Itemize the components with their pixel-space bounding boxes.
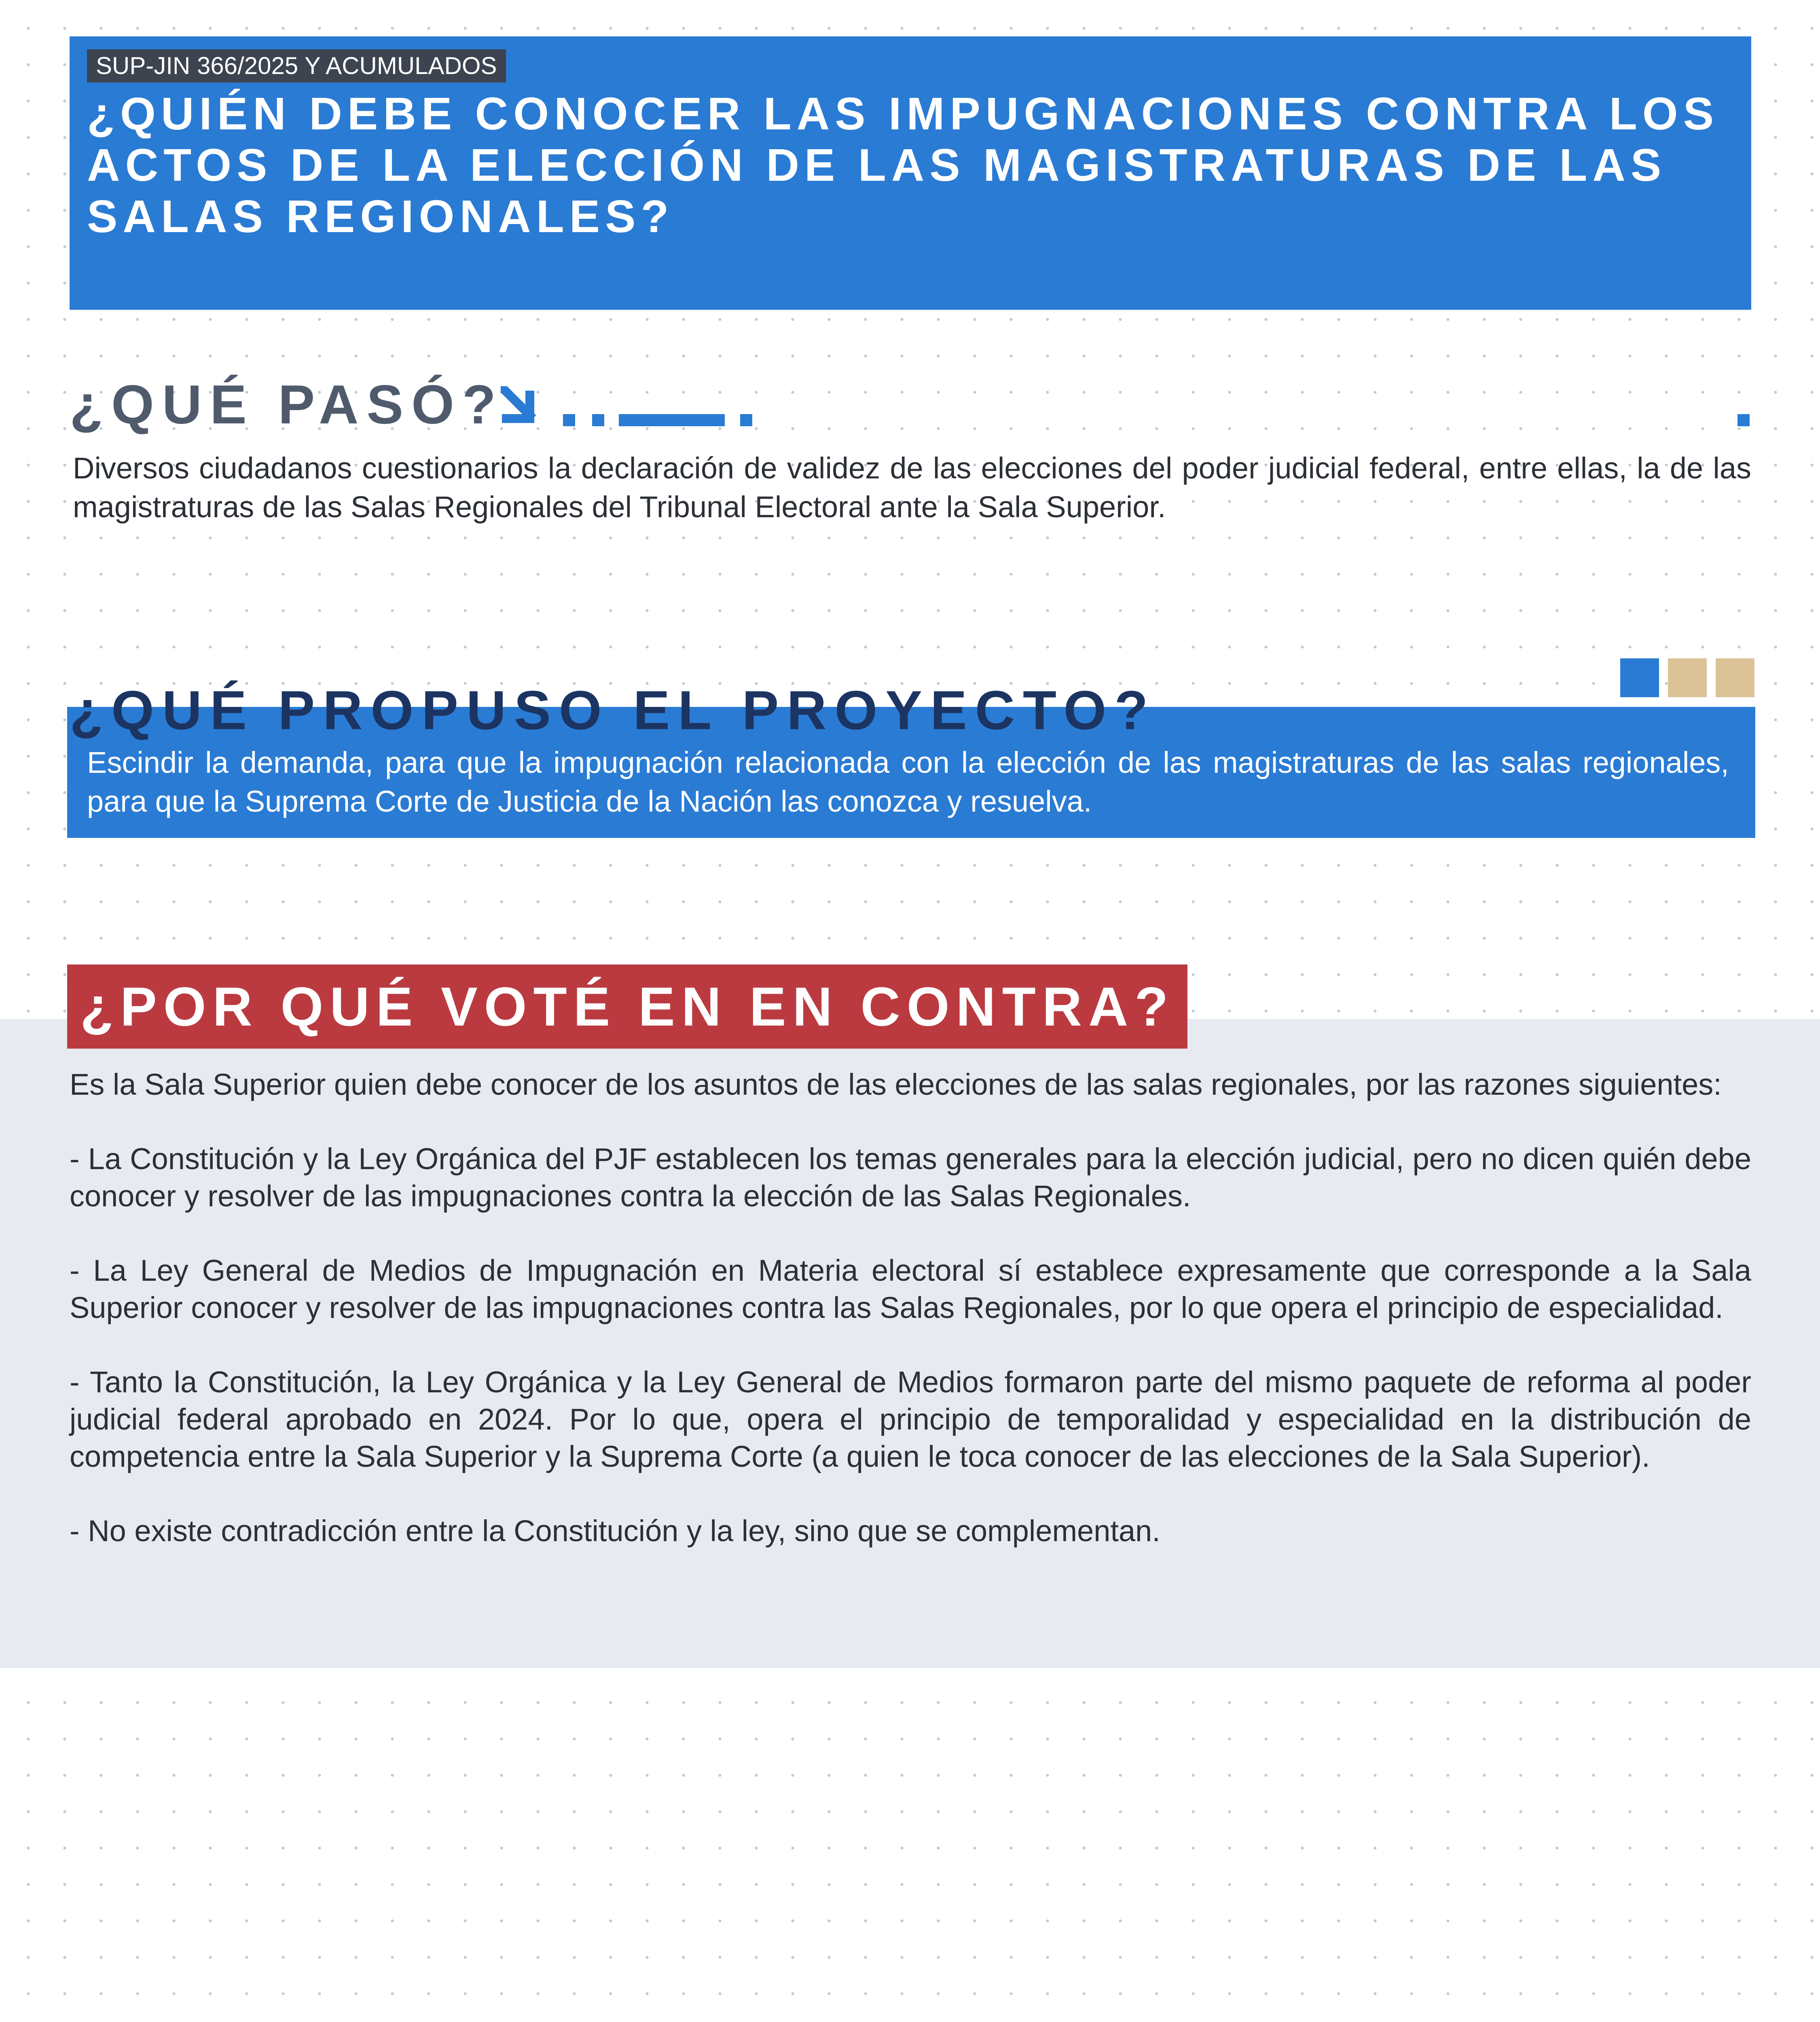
reasons-list [70,1066,1751,1587]
decor-dot [1737,414,1750,426]
reason-paragraph: - La Constitución y la Ley Orgánica del PJF establecen los temas generales para la elección judicial, pero no dicen quién debe conocer y resolver de las impugnaciones contra la elección de las Salas Regionales. [70,1142,1751,1213]
reason-paragraph: - No existe contradicción entre la Constitución y la ley, sino que se complementan. [70,1514,1160,1548]
decor-square-blue [1620,658,1659,697]
decor-square-tan [1668,658,1707,697]
case-number-tag: SUP-JIN 366/2025 Y ACUMULADOS [87,49,506,82]
decor-bar [619,414,725,426]
decor-dot [592,414,604,426]
que-paso-body: Diversos ciudadanos cuestionarios la declaración de validez de las elecciones del poder judicial federal, entre ellas, la de las magistraturas de las Salas Regionales del Tribunal Electoral ante la Sala Superior. [73,451,1751,524]
arrow-down-right-icon [501,386,541,427]
por-que-heading: ¿POR QUÉ VOTÉ EN EN CONTRA? [67,964,1187,1049]
reason-paragraph: Es la Sala Superior quien debe conocer de los asuntos de las elecciones de las salas regionales, por las razones siguientes: [70,1068,1722,1101]
decor-square-tan [1716,658,1754,697]
page-title: ¿QUIÉN DEBE CONOCER LAS IMPUGNACIONES CONTRA LOS ACTOS DE LA ELECCIÓN DE LAS MAGISTRATURAS DE LAS SALAS REGIONALES? [87,88,1719,242]
decor-dot [563,414,575,426]
reason-paragraph: - La Ley General de Medios de Impugnación en Materia electoral sí establece expresamente que corresponde a la Sala Superior conocer y resolver de las impugnaciones contra las Salas Regionales, por lo que opera el principio de especialidad. [70,1254,1751,1324]
decor-dot [740,414,752,426]
que-propuso-body: Escindir la demanda, para que la impugnación relacionada con la elección de las magistraturas de las salas regionales, para que la Suprema Corte de Justicia de la Nación las conozca y resuelva. [87,746,1729,818]
reason-paragraph: - Tanto la Constitución, la Ley Orgánica y la Ley General de Medios formaron parte del mismo paquete de reforma al poder judicial federal aprobado en 2024. Por lo que, opera el principio de temporalidad y especialidad en la distribución de competencia entre la Sala Superior y la Suprema Corte (a quien le toca conocer de las elecciones de la Sala Superior). [70,1365,1751,1473]
que-paso-heading: ¿QUÉ PASÓ? [70,374,504,435]
que-propuso-heading: ¿QUÉ PROPUSO EL PROYECTO? [70,679,1156,741]
